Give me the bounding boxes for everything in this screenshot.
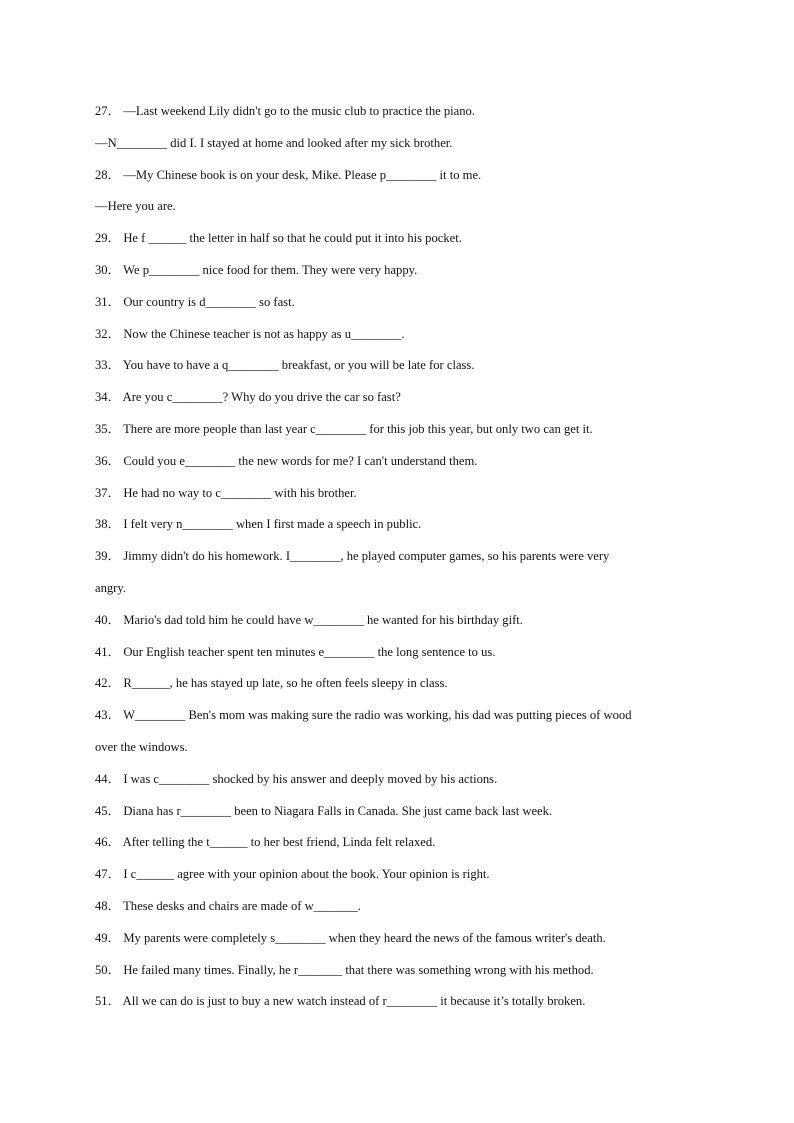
exercise-line: 31． Our country is d________ so fast. [95, 294, 295, 309]
exercise-line: 32． Now the Chinese teacher is not as happy as u________. [95, 326, 405, 341]
exercise-line: 37． He had no way to c________ with his brother. [95, 485, 357, 500]
exercise-line: 45． Diana has r________ been to Niagara Falls in Canada. She just came back last week. [95, 803, 553, 818]
exercise-line: 42． R______, he has stayed up late, so he often feels sleepy in class. [95, 676, 448, 691]
exercise-line: 51． All we can do is just to buy a new watch instead of r________ it because it’s totally broken. [95, 994, 586, 1009]
exercise-line: 38． I felt very n________ when I first made a speech in public. [95, 517, 422, 532]
exercise-line: 40． Mario's dad told him he could have w________ he wanted for his birthday gift. [95, 612, 523, 627]
exercise-line: 36． Could you e________ the new words for me? I can't understand them. [95, 453, 478, 468]
exercise-line: 48． These desks and chairs are made of w_______. [95, 898, 361, 913]
exercise-line: 30． We p________ nice food for them. They were very happy. [95, 262, 418, 277]
exercise-line: angry. [95, 580, 127, 595]
exercise-line: 49． My parents were completely s________ when they heard the news of the famous writer's death. [95, 930, 606, 945]
exercise-line: 29． He f ______ the letter in half so that he could put it into his pocket. [95, 231, 462, 246]
exercise-line: 41． Our English teacher spent ten minutes e________ the long sentence to us. [95, 644, 496, 659]
exercise-list [95, 103, 735, 1025]
exercise-line: 46． After telling the t______ to her best friend, Linda felt relaxed. [95, 835, 436, 850]
exercise-line: —N________ did I. I stayed at home and looked after my sick brother. [95, 135, 453, 150]
exercise-line: 35． There are more people than last year c________ for this job this year, but only two can get it. [95, 421, 593, 436]
exercise-line: 39． Jimmy didn't do his homework. I________, he played computer games, so his parents were very [95, 549, 610, 564]
exercise-line: 28． —My Chinese book is on your desk, Mike. Please p________ it to me. [95, 167, 482, 182]
exercise-line: 27． —Last weekend Lily didn't go to the music club to practice the piano. [95, 104, 475, 118]
exercise-line: —Here you are. [95, 199, 176, 214]
exercise-line: 34． Are you c________? Why do you drive the car so fast? [95, 390, 401, 405]
exercise-line: 33． You have to have a q________ breakfast, or you will be late for class. [95, 358, 475, 373]
exercise-line: 50． He failed many times. Finally, he r_______ that there was something wrong with his method. [95, 962, 594, 977]
exercise-line: 43． W________ Ben's mom was making sure the radio was working, his dad was putting pieces of wood [95, 708, 632, 723]
exercise-line: 44． I was c________ shocked by his answer and deeply moved by his actions. [95, 771, 498, 786]
exercise-line: over the windows. [95, 739, 188, 754]
exercise-line: 47． I c______ agree with your opinion about the book. Your opinion is right. [95, 867, 490, 882]
